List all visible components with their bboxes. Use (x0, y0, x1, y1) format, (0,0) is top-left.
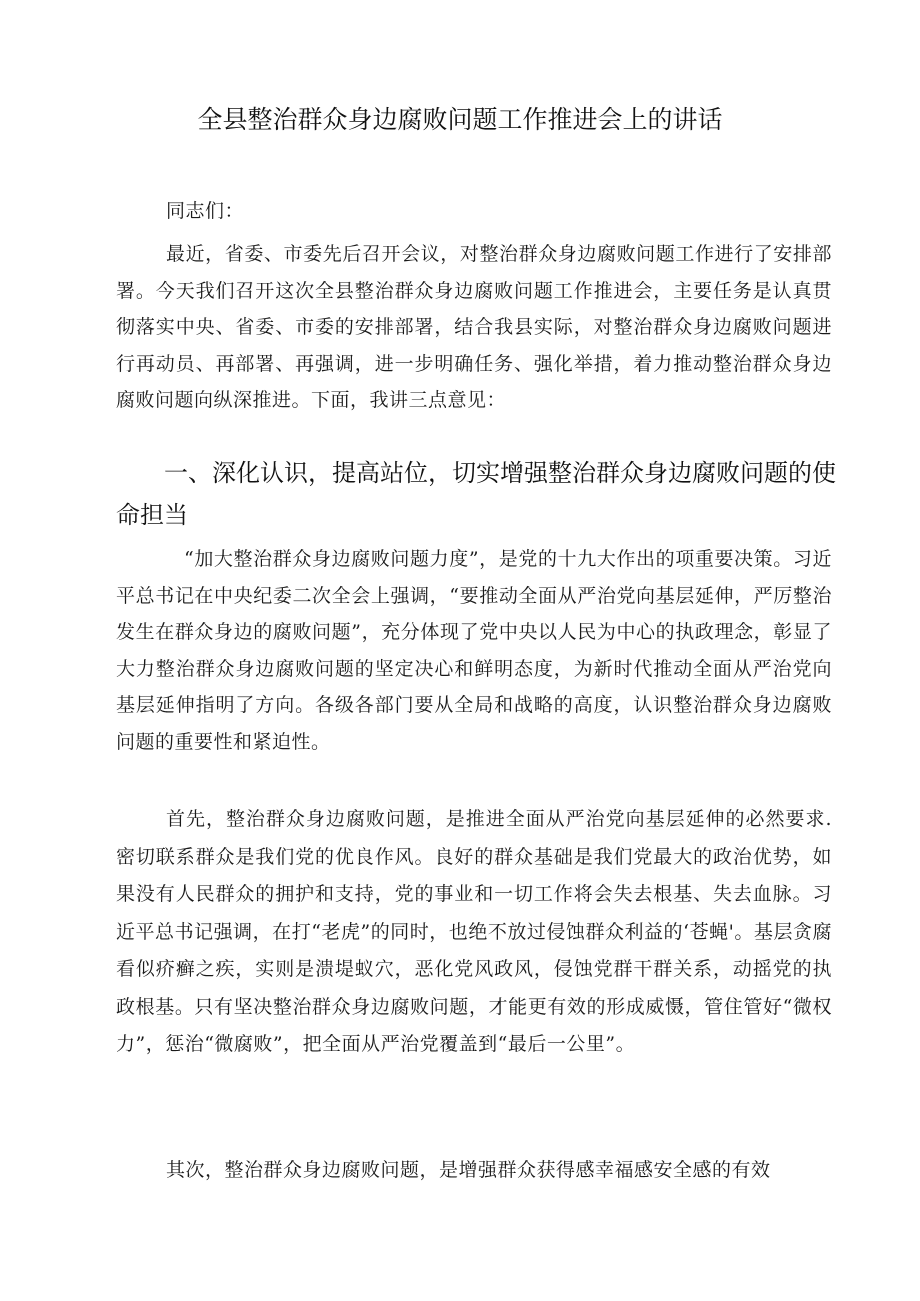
paragraph-4: 其次，整治群众身边腐败问题，是增强群众获得感幸福感安全感的有效 (166, 1159, 771, 1181)
paragraph-3: 首先，整治群众身边腐败问题，是推进全面从严治党向基层延伸的必然要求.密切联系群众是我们党的优良作风。良好的群众基础是我们党最大的政治优势，如果没有人民群众的拥护和支持，党的事业和一切工作将会失去根基、失去血脉。习近平总书记强调，在打“老虎”的同时，也绝不放过侵蚀群众利益的‘苍蝇'。基层贪腐看似疥癣之疾，实则是溃堤蚁穴，恶化党风政风，侵蚀党群干群关系，动摇党的执政根基。只有坚决整治群众身边腐败问题，才能更有效的形成威慑，管住管好“微权力”，惩治“微腐败”，把全面从严治党覆盖到“最后一公里”。 (116, 808, 832, 1055)
paragraph-2: “加大整治群众身边腐败问题力度”，是党的十九大作出的项重要决策。习近平总书记在中央纪委二次全会上强调，“要推动全面从严治党向基层延伸，严厉整治发生在群众身边的腐败问题”，充分体现了党中央以人民为中心的执政理念，彰显了大力整治群众身边腐败问题的坚定决心和鲜明态度，为新时代推动全面从严治党向基层延伸指明了方向。各级各部门要从全局和战略的高度，认识整治群众身边腐败问题的重要性和紧迫性。 (116, 548, 832, 753)
section-1-heading: 一、深化认识，提高站位，切实增强整治群众身边腐败问题的使命担当 (116, 459, 836, 529)
greeting: 同志们： (166, 200, 245, 222)
paragraph-1: 最近，省委、市委先后召开会议，对整治群众身边腐败问题工作进行了安排部署。今天我们召开这次全县整治群众身边腐败问题工作推进会，主要任务是认真贯彻落实中央、省委、市委的安排部署，结合我县实际，对整治群众身边腐败问题进行再动员、再部署、再强调，进一步明确任务、强化举措，着力推动整治群众身边腐败问题向纵深推进。下面，我讲三点意见： (116, 243, 832, 412)
document-title: 全县整治群众身边腐败问题工作推进会上的讲话 (197, 105, 723, 134)
